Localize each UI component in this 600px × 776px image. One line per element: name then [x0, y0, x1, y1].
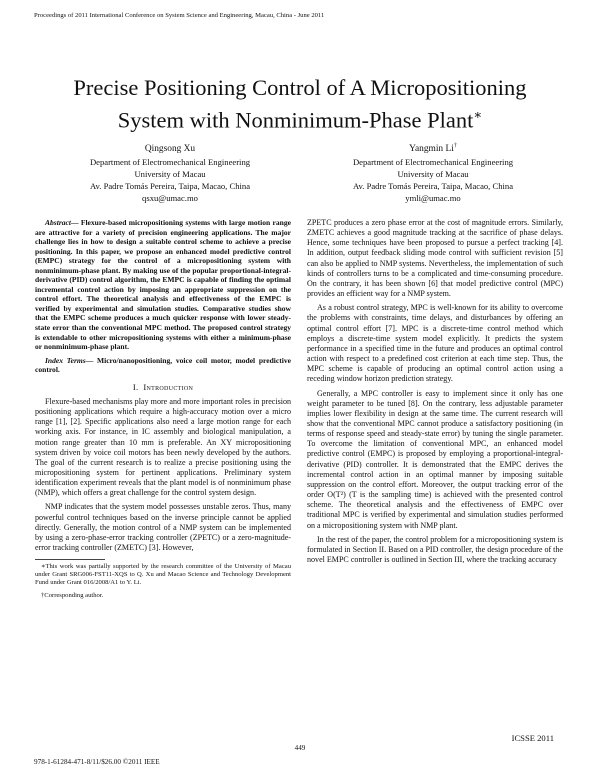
body-paragraph: Flexure-based mechanisms play more and more important roles in precision positioning applications which require a high-accuracy motion over a micro range [1], [2]. Specific applications also need a large motion range for each working axis. For instance, in IC assembly and biological manipulation, a motion range greater than 10 mm is preferable. An XY micropositioning system driven by voice coil motors has been newly developed by the authors. The goal of the current research is to realize a precise positioning using the micropositioning system for pertinent applications. Preliminary system identification experiment reveals that the plant model is of nonminimum phase (NMP), which offers a great challenge for the control system design. — [35, 396, 291, 498]
author-address: Av. Padre Tomás Pereira, Taipa, Macao, China — [89, 181, 251, 192]
paper-title — [40, 74, 560, 134]
author-email: qsxu@umac.mo — [142, 193, 198, 204]
section-number: I. — [132, 381, 139, 392]
index-terms — [35, 356, 291, 375]
page-number: 449 — [294, 744, 306, 752]
isbn-footer: 978-1-61284-471-8/11/$26.00 ©2011 IEEE — [34, 758, 160, 766]
proceedings-header: Proceedings of 2011 International Conference on System Science and Engineering, Macau, China - June 2011 — [34, 12, 325, 19]
author-name: Yangmin Li — [409, 144, 454, 155]
author-mark: † — [453, 143, 457, 149]
title-line-1: Precise Positioning Control of A Micropositioning — [73, 75, 527, 100]
body-paragraph: NMP indicates that the system model possesses unstable zeros. Thus, many powerful control techniques based on the inverse principle cannot be applied directly. Generally, the motion control of a NMP system can be implemented by using a zero-phase-error tracking controller (ZPETC) or a zero-magnitude-error tracking controller (ZMETC) [3]. However, — [35, 502, 291, 553]
author-email: ymli@umac.mo — [405, 193, 461, 204]
author-block-2 — [318, 140, 548, 204]
left-column — [35, 218, 291, 604]
title-line-2: System with Nonminimum-Phase Plant — [117, 107, 474, 133]
abstract-lead: Abstract — [45, 218, 71, 227]
body-paragraph: ZPETC produces a zero phase error at the cost of magnitude errors. Similarly, ZMETC achieves a good magnitude tracking at the sacrifice of phase delays. Hence, some techniques have been proposed to pursue a perfect tracking [4]. In addition, output feedback sliding mode control with sufficient revision [5] can also be applied to NMP systems. Nevertheless, the implementation of such kinds of controllers turns to be a complicated and time-consuming procedure. On the contrary, it has been shown [6] that model predictive control (MPC) provides an efficient way for a NMP system. — [307, 218, 563, 299]
section-title: Introduction — [143, 381, 194, 392]
author-department: Department of Electromechanical Engineering — [352, 157, 514, 168]
title-footnote-mark: ∗ — [473, 107, 483, 122]
body-paragraph: In the rest of the paper, the control problem for a micropositioning system is formulated in Section II. Based on a PID controller, the design procedure of the novel EMPC controller is outlined in Section III, where the tracking accuracy — [307, 534, 563, 564]
body-paragraph: As a robust control strategy, MPC is well-known for its ability to overcome the problems with constraints, time delays, and disturbances by offering an optimal control effort [7]. MPC is a discrete-time control method which employs a discrete-time system model explicitly. It predicts the system performance in a specified time in the future and produces an optimal control action with respect to a predefined cost criterion at each time step. Thus, the MPC scheme is capable of producing an optimal control action using a receding window horizon prediction strategy. — [307, 303, 563, 384]
abstract-text: — Flexure-based micropositioning systems with large motion range are attractive for a variety of precision engineering applications. The major challenge lies in how to design a suitable control scheme to achieve a precise positioning. In this paper, we propose an enhanced model predictive control (EMPC) strategy for the control of a micropositioning system with nonminimum-phase plant. By making use of the popular proportional-integral-derivative (PID) control algorithm, the EMPC is capable of finding the optimal incremental control action by imposing an appropriate suppression on the control effort. The theoretical analysis and effectiveness of the EMPC is verified by experimental and simulation studies. Comparative studies show that the EMPC scheme produces a much quicker response with lower steady-state error than the conventional MPC method. The proposed control strategy is extendable to other micropositioning systems with either a minimum-phase or nonminimum-phase plant. — [35, 218, 291, 352]
index-terms-text: — Micro/nanopositioning, voice coil motor, model predictive control. — [35, 355, 291, 375]
author-university: University of Macau — [397, 169, 469, 180]
footnote-divider — [35, 559, 105, 560]
index-terms-lead: Index Terms — [45, 355, 86, 365]
footnote-funding: ∗This work was partially supported by the research committee of the University of Macau under Grant SRG006-FST11-XQS to Q. Xu and Macao Science and Technology Development Fund under Grant 016/2008/A1 to Y. Li. — [35, 563, 291, 587]
author-department: Department of Electromechanical Engineering — [89, 157, 251, 168]
author-address: Av. Padre Tomás Pereira, Taipa, Macao, China — [352, 181, 514, 192]
right-column — [307, 218, 563, 569]
conference-footer: ICSSE 2011 — [511, 733, 554, 743]
author-name: Qingsong Xu — [144, 144, 196, 155]
footnote-corresponding: †Corresponding author. — [41, 591, 104, 599]
abstract — [35, 218, 291, 352]
author-university: University of Macau — [134, 169, 206, 180]
section-heading-introduction — [35, 382, 291, 392]
author-block-1 — [60, 140, 280, 204]
body-paragraph: Generally, a MPC controller is easy to implement since it only has one weight parameter to be tuned [8]. On the contrary, less adjustable parameter implies lower flexibility in design at the same time. The current research will show that the conventional MPC cannot produce a satisfactory positioning (in terms of response speed and steady-state error) by tuning the single parameter. To overcome the limitation of conventional MPC, an enhanced model predictive control (EMPC) is proposed by employing a proportional-integral-derivative (PID) controller. It is demonstrated that the EMPC derives the incremental control action in an optimal manner by imposing suitable suppression on the control effort. Moreover, the output tracking error of the order O(T²) (T is the sampling time) is achieved with the presented control scheme. The theoretical analysis and the effectiveness of EMPC over traditional MPC is verified by experimental and simulation studies performed on a micropositioning system with NMP plant. — [307, 388, 563, 530]
